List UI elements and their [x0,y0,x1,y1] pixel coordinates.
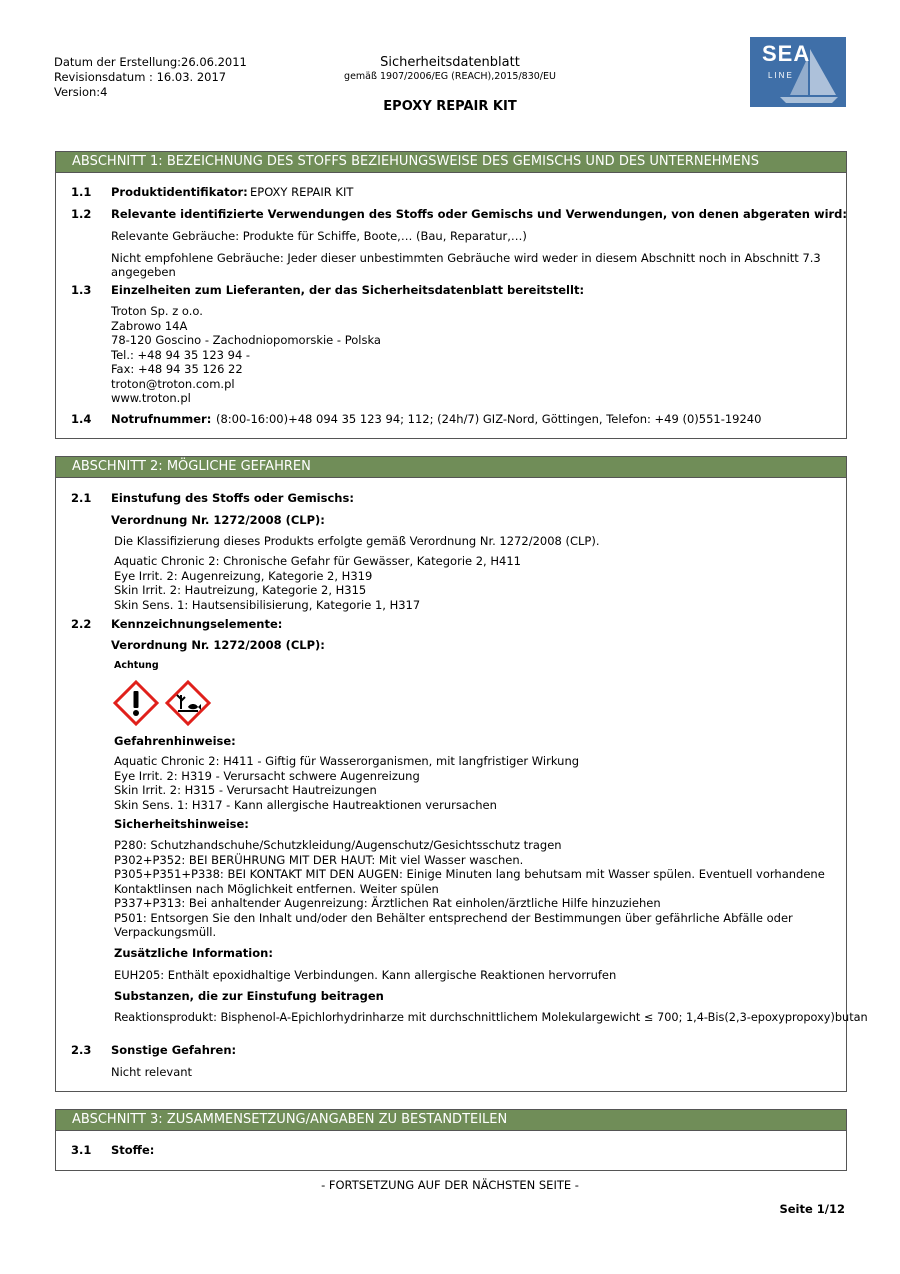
precautionary-statement: P280: Schutzhandschuhe/Schutzkleidung/Augenschutz/Gesichtsschutz tragen [114,838,562,852]
hazard-statements [114,754,579,812]
not-recommended-uses: Nicht empfohlene Gebräuche: Jeder dieser unbestimmten Gebräuche wird weder in diesem Abschnitt noch in Abschnitt 7.3 [111,251,821,265]
classification-label: Einstufung des Stoffs oder Gemischs: [111,491,354,505]
item-number: 2.1 [71,491,92,505]
supplier-label: Einzelheiten zum Lieferanten, der das Sicherheitsdatenblatt bereitstellt: [111,283,585,297]
classification-item: Aquatic Chronic 2: Chronische Gefahr für Gewässer, Kategorie 2, H411 [114,554,521,568]
not-recommended-uses-cont: angegeben [111,265,176,279]
contributing-substances: Reaktionsprodukt: Bisphenol-A-Epichlorhydrinharze mit durchschnittlichem Molekulargewicht ≤ 700; 1,4-Bis(2,3-epoxypropoxy)butan [114,1011,868,1024]
signal-word: Achtung [114,660,159,671]
item-number: 1.1 [71,185,92,199]
document-title: Sicherheitsdatenblatt [380,55,520,70]
continued-notice: - FORTSETZUNG AUF DER NÄCHSTEN SEITE - [321,1178,579,1192]
contributing-substances-title: Substanzen, die zur Einstufung beitragen [114,989,384,1003]
revision-date: Revisionsdatum : 16.03. 2017 [54,70,227,84]
hazard-statement: Eye Irrit. 2: H319 - Verursacht schwere Augenreizung [114,768,420,783]
classification-list [114,554,521,612]
section-2-title: ABSCHNITT 2: MÖGLICHE GEFAHREN [56,457,846,478]
classification-note: Die Klassifizierung dieses Produkts erfolgte gemäß Verordnung Nr. 1272/2008 (CLP). [114,534,600,548]
document-subtitle: gemäß 1907/2006/EG (REACH),2015/830/EU [344,71,556,82]
section-3 [55,1109,847,1171]
product-name: EPOXY REPAIR KIT [383,99,517,114]
product-identifier-label: Produktidentifikator: [111,185,248,199]
item-number: 2.3 [71,1043,92,1057]
precautionary-statement: Kontaktlinsen nach Möglichkeit entfernen. Weiter spülen [114,881,439,896]
item-number: 3.1 [71,1143,92,1157]
logo-subtext: LINE [768,71,794,80]
relevant-uses: Relevante Gebräuche: Produkte für Schiffe, Boote,… (Bau, Reparatur,…) [111,229,527,243]
supplier-fax: Fax: +48 94 35 126 22 [111,362,243,376]
supplier-email[interactable]: troton@troton.com.pl [111,376,235,391]
supplier-website[interactable]: www.troton.pl [111,391,191,405]
substances-label: Stoffe: [111,1143,155,1157]
item-number: 2.2 [71,617,92,631]
supplier-line: Zabrowo 14A [111,318,188,333]
logo-text: SEA [762,41,811,66]
section-2 [55,456,868,1092]
emergency-number: (8:00-16:00)+48 094 35 123 94; 112; (24h/7) GIZ-Nord, Göttingen, Telefon: +49 (0)551-19240 [216,412,762,426]
precautionary-statement: P305+P351+P338: BEI KONTAKT MIT DEN AUGEN: Einige Minuten lang behutsam mit Wasser spülen. Eventuell vorhandene [114,867,825,881]
exclamation-mark-icon [112,679,160,727]
document-dates [54,55,247,100]
hazard-statement: Skin Irrit. 2: H315 - Verursacht Hautreizungen [114,783,377,797]
other-hazards-label: Sonstige Gefahren: [111,1043,237,1057]
uses-label: Relevante identifizierte Verwendungen des Stoffs oder Gemischs und Verwendungen, von denen abgeraten wird: [111,207,848,221]
item-number: 1.4 [71,412,92,426]
section-1-title: ABSCHNITT 1: BEZEICHNUNG DES STOFFS BEZIEHUNGSWEISE DES GEMISCHS UND DES UNTERNEHMENS [56,152,846,173]
classification-item: Skin Sens. 1: Hautsensibilisierung, Kategorie 1, H317 [114,597,421,612]
section-3-title: ABSCHNITT 3: ZUSAMMENSETZUNG/ANGABEN ZU BESTANDTEILEN [56,1110,846,1131]
item-number: 1.3 [71,283,92,297]
other-hazards-value: Nicht relevant [111,1065,193,1079]
precautionary-statement: P501: Entsorgen Sie den Inhalt und/oder den Behälter entsprechend der Bestimmungen über gefährliche Abfälle oder [114,910,793,925]
environment-icon [164,679,212,727]
document-header [300,55,600,82]
creation-date: Datum der Erstellung:26.06.2011 [54,55,247,69]
company-logo [750,37,846,107]
supplier-phone: Tel.: +48 94 35 123 94 - [111,347,251,362]
supplier-line: 78-120 Goscino - Zachodniopomorskie - Polska [111,333,381,347]
regulation-label: Verordnung Nr. 1272/2008 (CLP): [111,638,325,652]
item-number: 1.2 [71,207,92,221]
section-1 [55,151,847,439]
classification-item: Skin Irrit. 2: Hautreizung, Kategorie 2, H315 [114,583,367,597]
additional-info-title: Zusätzliche Information: [114,946,273,960]
hazard-statement: Skin Sens. 1: H317 - Kann allergische Hautreaktionen verursachen [114,797,497,812]
page-number: Seite 1/12 [779,1202,845,1216]
hazard-statement: Aquatic Chronic 2: H411 - Giftig für Wasserorganismen, mit langfristiger Wirkung [114,754,580,768]
regulation-label: Verordnung Nr. 1272/2008 (CLP): [111,513,325,527]
supplier-address [111,304,381,406]
precautionary-statements-title: Sicherheitshinweise: [114,817,249,831]
additional-info: EUH205: Enthält epoxidhaltige Verbindungen. Kann allergische Reaktionen hervorrufen [114,968,617,982]
labelling-label: Kennzeichnungselemente: [111,617,283,631]
classification-item: Eye Irrit. 2: Augenreizung, Kategorie 2, H319 [114,568,373,583]
supplier-line: Troton Sp. z o.o. [111,304,203,318]
precautionary-statements [114,838,825,940]
hazard-statements-title: Gefahrenhinweise: [114,734,236,748]
version: Version:4 [54,85,108,99]
precautionary-statement: P337+P313: Bei anhaltender Augenreizung: Ärztlichen Rat einholen/ärztliche Hilfe hinzuziehen [114,896,661,910]
precautionary-statement: P302+P352: BEI BERÜHRUNG MIT DER HAUT: Mit viel Wasser waschen. [114,852,524,867]
emergency-label: Notrufnummer: [111,412,212,426]
precautionary-statement: Verpackungsmüll. [114,925,217,939]
product-identifier-value: EPOXY REPAIR KIT [250,185,354,199]
